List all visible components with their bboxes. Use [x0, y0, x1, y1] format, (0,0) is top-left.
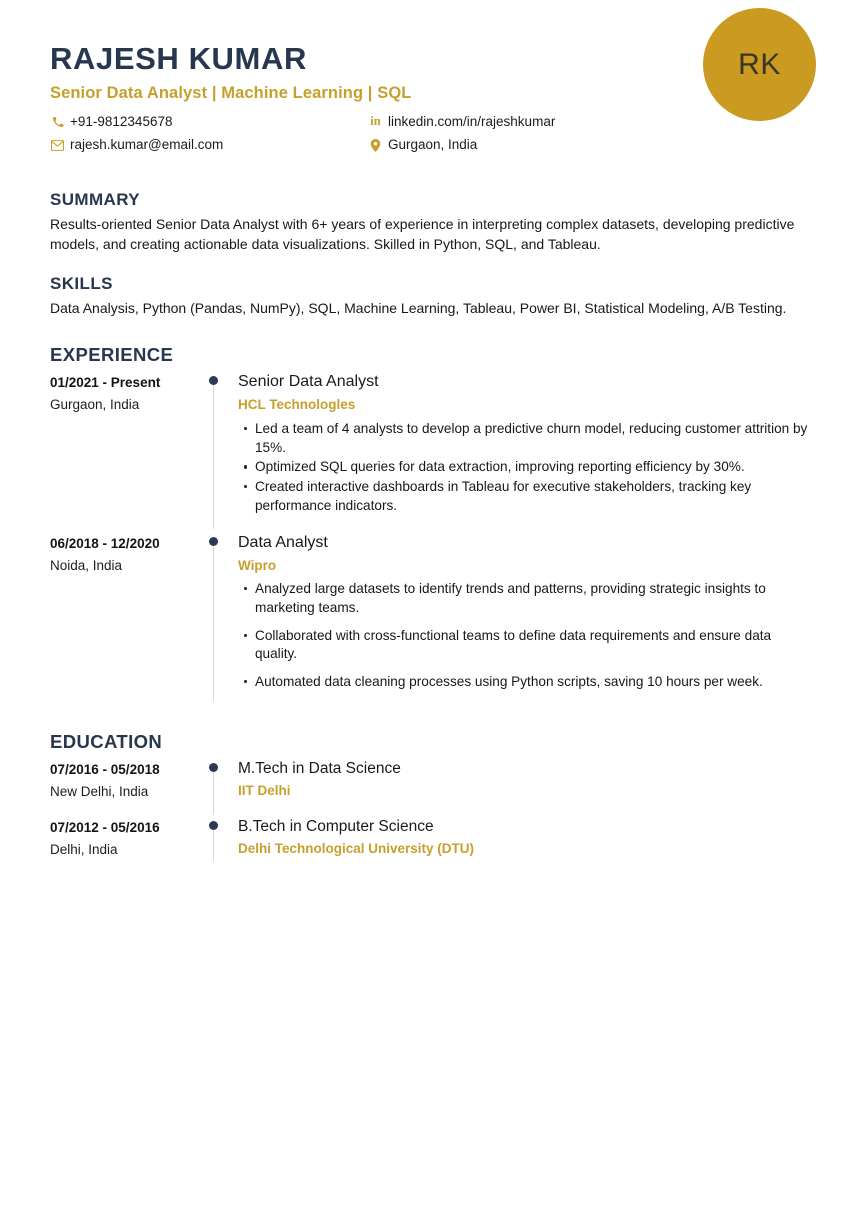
resume-header — [50, 0, 814, 170]
education-meta — [50, 759, 200, 803]
experience-bullet: Led a team of 4 analysts to develop a predictive churn model, reducing customer attrition by 15%. — [255, 420, 810, 458]
contact-linkedin-text: linkedin.com/in/rajeshkumar — [388, 113, 556, 129]
education-degree: M.Tech in Data Science — [238, 759, 401, 777]
education-content — [238, 817, 814, 861]
experience-organization: Wipro — [238, 557, 277, 573]
linkedin-icon-text: in — [370, 114, 381, 129]
experience-dates: 06/2018 - 12/2020 — [50, 535, 160, 551]
contact-phone-text: +91-9812345678 — [70, 113, 173, 129]
avatar — [703, 8, 816, 121]
education-section — [50, 731, 814, 863]
contact-location-text: Gurgaon, India — [388, 137, 478, 153]
education-dates: 07/2012 - 05/2016 — [50, 819, 160, 835]
skills-heading: SKILLS — [50, 274, 113, 294]
timeline-dot-icon — [209, 376, 218, 385]
experience-heading: EXPERIENCE — [50, 344, 174, 366]
avatar-initials: RK — [738, 47, 781, 81]
experience-entry — [50, 533, 814, 703]
experience-meta — [50, 372, 200, 516]
experience-role: Senior Data Analyst — [238, 373, 379, 391]
experience-bullet: Analyzed large datasets to identify trends and patterns, providing strategic insights to marketing teams. — [255, 580, 810, 618]
timeline-dot-icon — [209, 821, 218, 830]
experience-bullets — [238, 420, 810, 516]
experience-bullet: Collaborated with cross-functional teams to define data requirements and ensure data quality. — [255, 627, 810, 665]
education-institution: Delhi Technological University (DTU) — [238, 841, 475, 857]
education-content — [238, 759, 814, 803]
contact-info — [50, 112, 814, 155]
phone-icon — [50, 116, 65, 128]
contact-column-right — [368, 112, 668, 155]
timeline-rail — [200, 533, 238, 701]
education-heading: EDUCATION — [50, 730, 163, 752]
experience-dates: 01/2021 - Present — [50, 375, 161, 391]
timeline-line — [213, 830, 214, 861]
education-dates: 07/2016 - 05/2018 — [50, 761, 160, 777]
candidate-headline: Senior Data Analyst | Machine Learning | SQL — [50, 83, 412, 102]
experience-bullet: Optimized SQL queries for data extraction, improving reporting efficiency by 30%. — [255, 458, 810, 477]
experience-content — [238, 372, 814, 516]
timeline-rail — [200, 817, 238, 861]
experience-location: Noida, India — [50, 557, 123, 573]
contact-linkedin[interactable] — [368, 112, 668, 132]
education-degree: B.Tech in Computer Science — [238, 817, 434, 835]
experience-entry — [50, 372, 814, 518]
skills-section — [50, 274, 814, 319]
education-location: New Delhi, India — [50, 784, 149, 800]
contact-location — [368, 135, 668, 155]
timeline-rail — [200, 759, 238, 803]
experience-role: Data Analyst — [238, 533, 328, 551]
contact-column-left — [50, 112, 368, 155]
linkedin-icon — [368, 115, 383, 128]
education-entry — [50, 817, 814, 863]
contact-phone[interactable] — [50, 112, 368, 132]
education-location: Delhi, India — [50, 842, 118, 858]
education-meta — [50, 817, 200, 861]
summary-text: Results-oriented Senior Data Analyst with 6+ years of experience in interpreting complex datasets, developing predictive models, and creating actionable data visualizations. Skilled in Python, SQL, and Tableau. — [50, 216, 795, 252]
experience-meta — [50, 533, 200, 701]
timeline-dot-icon — [209, 537, 218, 546]
summary-section — [50, 190, 814, 254]
experience-bullet: Created interactive dashboards in Tableau for executive stakeholders, tracking key performance indicators. — [255, 478, 810, 516]
contact-email-text: rajesh.kumar@email.com — [70, 137, 224, 153]
summary-heading: SUMMARY — [50, 190, 140, 209]
timeline-line — [213, 385, 214, 528]
timeline-line — [213, 546, 214, 701]
contact-email[interactable] — [50, 135, 368, 155]
experience-content — [238, 533, 814, 701]
skills-text: Data Analysis, Python (Pandas, NumPy), SQL, Machine Learning, Tableau, Power BI, Statistical Modeling, A/B Testing. — [50, 300, 787, 317]
education-institution: IIT Delhi — [238, 783, 291, 799]
timeline-rail — [200, 372, 238, 516]
experience-location: Gurgaon, India — [50, 397, 140, 413]
experience-organization: HCL Technologles — [238, 397, 356, 413]
envelope-icon — [50, 140, 65, 151]
experience-section — [50, 344, 814, 703]
location-pin-icon — [368, 139, 383, 152]
candidate-name: RAJESH KUMAR — [50, 41, 307, 76]
experience-bullets — [238, 580, 810, 692]
experience-bullet: Automated data cleaning processes using Python scripts, saving 10 hours per week. — [255, 673, 810, 692]
timeline-dot-icon — [209, 763, 218, 772]
education-entry — [50, 759, 814, 805]
timeline-line — [213, 772, 214, 815]
